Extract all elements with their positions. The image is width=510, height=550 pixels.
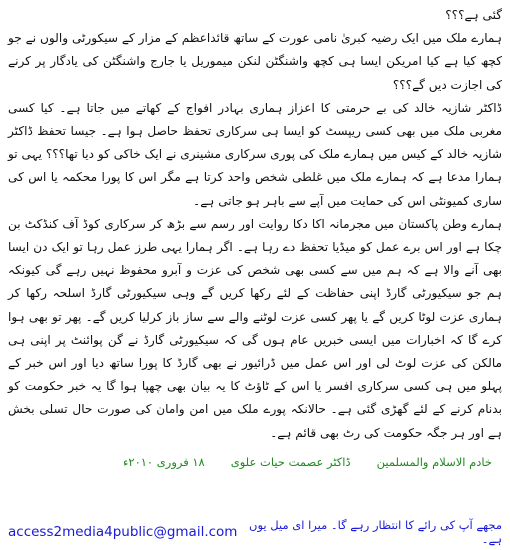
contact-note: مجھے آپ کی رائے کا انتظار رہے گا۔ میرا ای میل یوں ہے۔ [249,518,502,546]
signature-line [8,455,502,469]
article-paragraph: ہمارے ملک میں ایک رضیہ کبریٰ نامی عورت کے ساتھ قائداعظم کے مزار کے سیکورٹی والوں نے جو کچھ کیا ہے کیا امریکن ایسا ہی کچھ واشنگٹن لنکن میموریل یا جارج واشنگٹن کی یادگار پر کرنے کی اجازت دیں گے؟؟؟ [8,31,502,92]
article-paragraph: ہمارے وطن پاکستان میں مجرمانہ اکا دکا روایت اور رسم سے بڑھ کر سرکاری کوڈ آف کنڈکٹ بن چکا ہے اور اس برے عمل کو میڈیا تحفظ دے رہا ہے۔ اگر ہمارا یہی طرز عمل رہا تو ایک دن ایسا بھی آنے والا ہے کہ ہم میں سے کسی بھی شخص کی عزت و آبرو محفوظ نہیں رہے گی کیونکہ ہم جو سیکیورٹی گارڈ اپنی حفاظت کے لئے رکھا کریں گے وہی سیکیورٹی گارڈ اسلحہ رکھا کر ہماری عزت لوٹا کریں گے یا پھر کسی عزت لوٹنے والے سے ساز باز کرلیا کریں گے۔ پھر تو بھی ہوا کرے گا کہ اخبارات میں ایسی خبریں عام ہوں گی کہ سیکیورٹی گارڈ نے گن پوائنٹ پر اپنی ہی مالکن کی عزت لوٹ لی اور اس عمل میں ڈرائیور نے بھی گارڈ کا پورا ساتھ دیا اور اس خبر کے پہلو میں ہی کسی سرکاری افسر یا اس کے ٹاؤٹ کا یہ بیان بھی چھپا ہوا گا یہ خبر حکومت کو بدنام کرنے کے لئے گھڑی گئی ہے۔ حالانکہ پورے ملک میں امن وامان کی صورت حال تسلی بخش ہے اور ہر جگہ حکومت کی رٹ بھی قائم ہے۔ [8,216,502,440]
signature-title: خادم الاسلام والمسلمین [376,454,492,469]
signature-date: ۱۸ فروری ۲۰۱۰ء [122,454,205,469]
contact-line [8,518,502,546]
article-body [8,4,502,445]
author-name: ڈاکٹر عصمت حیات علوی [230,454,351,469]
email-link[interactable]: access2media4public@gmail.com [8,524,238,540]
article-paragraph: گئی ہے؟؟؟ [445,8,502,22]
article-paragraph: ڈاکٹر شازیہ خالد کی بے حرمتی کا اعزاز ہماری بہادر افواج کے کھاتے میں جاتا ہے۔ کیا کسی مغربی ملک میں بھی کسی ریپسٹ کو ایسا ہی سرکاری تحفظ حاصل ہوا ہے۔ جیسا تحفظ ڈاکٹر شازیہ خالد کے کیس میں ہمارے ملک کی پوری سرکاری مشینری نے ایک خاکی کو دیا تھا؟؟؟ یہی تو ہمارا مدعا ہے کہ ہمارے ملک میں غلطی شخص واحد کرتا ہے مگر اس کا پورا محکمہ یا اس کی ساری کمیونٹی اس کی حمایت میں آپے سے باہر ہو جاتی ہے۔ [8,100,502,208]
